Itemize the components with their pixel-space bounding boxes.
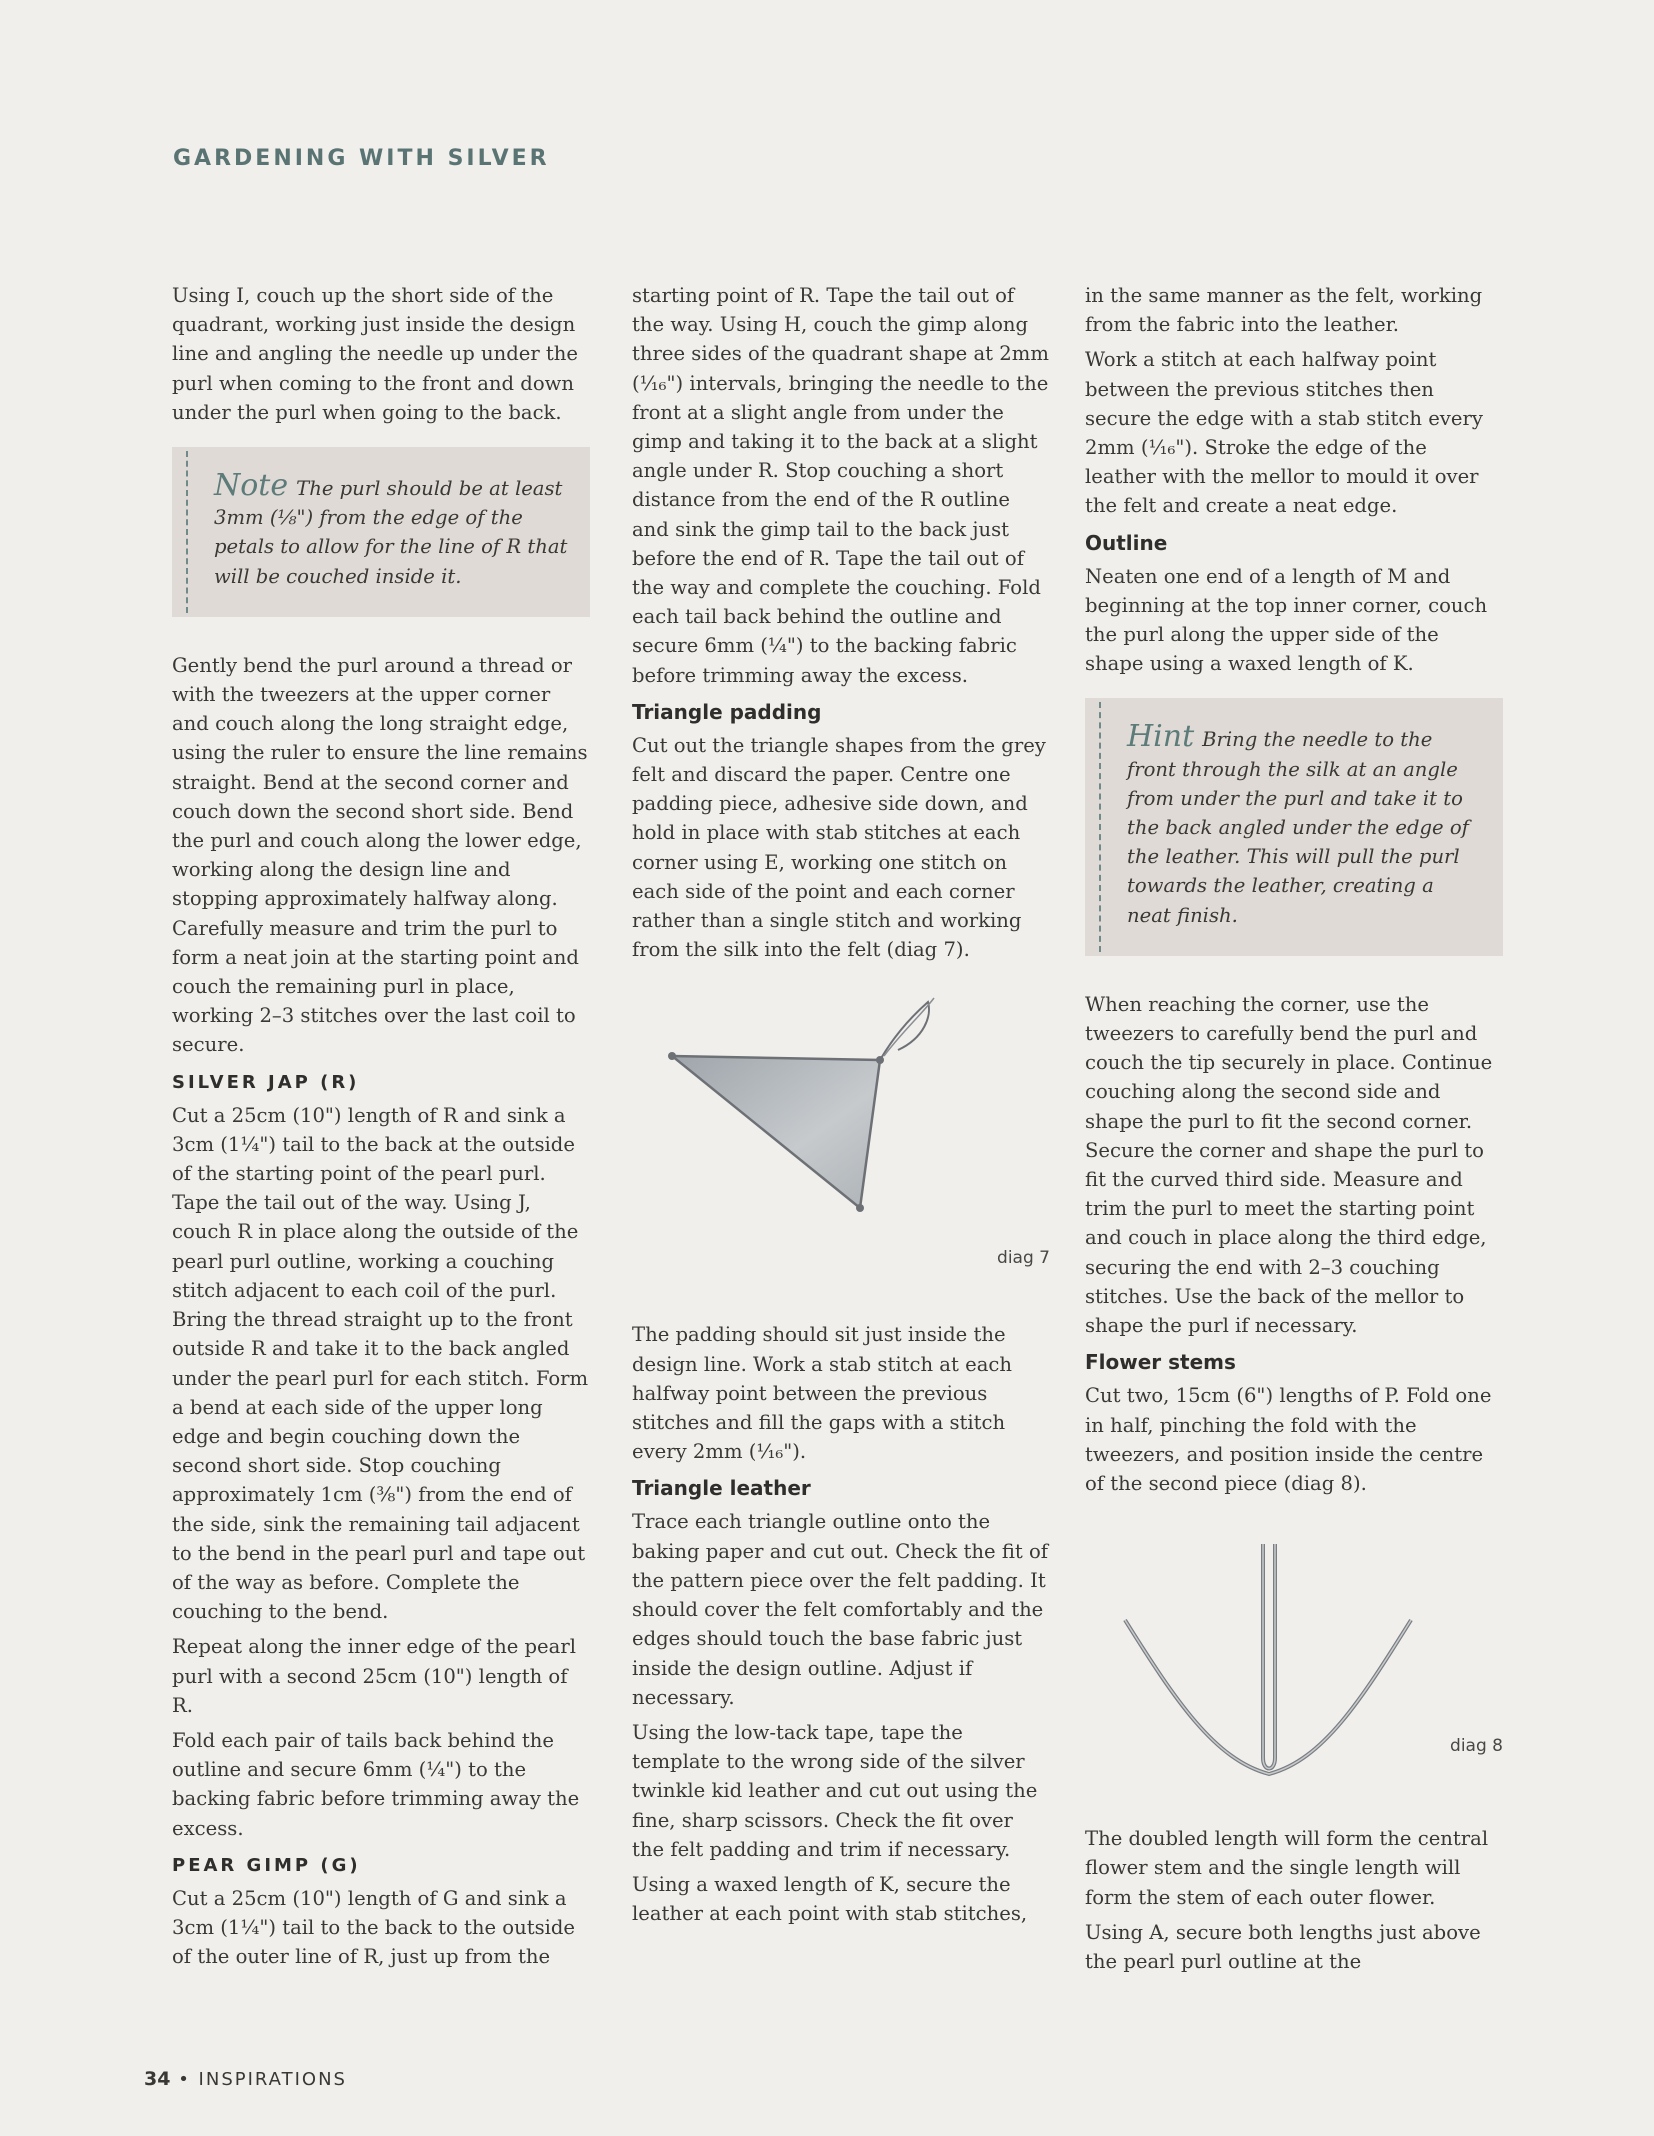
diagram-7	[632, 976, 1050, 1306]
heading-triangle-padding: Triangle padding	[632, 699, 822, 724]
paragraph: Using A, secure both lengths just above the pearl purl outline at the	[1085, 1920, 1481, 1973]
paragraph: Neaten one end of a length of M and beginning at the top inner corner, couch the purl along the upper side of the shape using a waxed length of K.	[1085, 564, 1488, 676]
hint-text: Bring the needle to the front through the silk at an angle from under the purl and take it to the back angled under the edge of the leather. This will pull the purl towards the leather, creating a neat finish.	[1127, 728, 1469, 927]
paragraph: The padding should sit just inside the design line. Work a stab stitch at each halfway point between the previous stitches and fill the gaps with a stitch every 2mm (¹⁄₁₆").	[632, 1323, 1012, 1464]
paragraph: Cut a 25cm (10") length of R and sink a 3cm (1¼") tail to the back at the outside of the starting point of the pearl purl. Tape the tail out of the way. Using J, couch R in place along the outside of the pearl purl outline, working a couching stitch adjacent to each coil of the purl. Bring the thread straight up to the front outside R and take it to the back angled under the pearl purl for each stitch. Form a bend at each side of the upper long edge and begin couching down the second short side. Stop couching approximately 1cm (⅜") from the end of the side, sink the remaining tail adjacent to the bend in the pearl purl and tape out of the way as before. Complete the couching to the bend.	[172, 1103, 589, 1624]
column-3	[1085, 281, 1503, 1982]
paragraph: Using the low-tack tape, tape the template to the wrong side of the silver twinkle kid leather and cut out using the fine, sharp scissors. Check the fit over the felt padding and trim if necessary.	[632, 1720, 1038, 1861]
paragraph: Using I, couch up the short side of the quadrant, working just inside the design line and angling the needle up under the purl when coming to the front and down under the purl when going to the back.	[172, 284, 579, 424]
heading-silver-jap: SILVER JAP (R)	[172, 1071, 360, 1093]
paragraph: Using a waxed length of K, secure the leather at each point with stab stitches,	[632, 1872, 1028, 1926]
running-title: GARDENING WITH SILVER	[173, 146, 550, 171]
hint-label: Hint	[1127, 719, 1195, 755]
paragraph: Gently bend the purl around a thread or with the tweezers at the upper corner and couch along the long straight edge, using the ruler to ensure the line remains straight. Bend at the second corner and couch down the second short side. Bend the purl and couch along the lower edge, working along the design line and stopping approximately halfway along. Carefully measure and trim the purl to form a neat join at the starting point and couch the remaining purl in place, working 2–3 stitches over the last coil to secure.	[172, 653, 588, 1057]
heading-triangle-leather: Triangle leather	[632, 1476, 811, 1501]
paragraph: The doubled length will form the central flower stem and the single length will form the stem of each outer flower.	[1085, 1827, 1489, 1909]
paragraph: Fold each pair of tails back behind the outline and secure 6mm (¼") to the backing fabric before trimming away the excess.	[172, 1728, 580, 1840]
paragraph: starting point of R. Tape the tail out of the way. Using H, couch the gimp along three sides of the quadrant shape at 2mm (¹⁄₁₆") intervals, bringing the needle to the front at a slight angle from under the gimp and taking it to the back at a slight angle under R. Stop couching a short distance from the end of the R outline and sink the gimp tail to the back just before the end of R. Tape the tail out of the way and complete the couching. Fold each tail back behind the outline and secure 6mm (¼") to the backing fabric before trimming away the excess.	[632, 284, 1049, 687]
page-footer	[144, 2068, 347, 2090]
heading-outline: Outline	[1085, 530, 1168, 555]
hint-box	[1085, 698, 1503, 955]
heading-flower-stems: Flower stems	[1085, 1350, 1236, 1375]
paragraph: When reaching the corner, use the tweezers to carefully bend the purl and couch the tip securely in place. Continue couching along the second side and shape the purl to fit the second corner. Secure the corner and shape the purl to fit the curved third side. Measure and trim the purl to meet the starting point and couch in place along the third edge, securing the end with 2–3 couching stitches. Use the back of the mellor to shape the purl if necessary.	[1085, 992, 1493, 1338]
paragraph: in the same manner as the felt, working from the fabric into the leather.	[1085, 284, 1483, 337]
paragraph: Repeat along the inner edge of the pearl purl with a second 25cm (10") length of R.	[172, 1635, 576, 1717]
paragraph: Work a stitch at each halfway point between the previous stitches then secure the edge with a stab stitch every 2mm (¹⁄₁₆"). Stroke the edge of the leather with the mellor to mould it over the felt and create a neat edge.	[1085, 348, 1483, 518]
heading-pear-gimp: PEAR GIMP (G)	[172, 1854, 361, 1876]
flower-stems-illustration	[1085, 1510, 1503, 1800]
page-number: 34	[144, 2068, 171, 2090]
note-box	[172, 447, 590, 617]
note-text: The purl should be at least 3mm (⅛") from the edge of the petals to allow for the line of R that will be couched inside it.	[214, 477, 568, 588]
column-2	[632, 281, 1050, 1934]
diag-8-caption: diag 8	[1450, 1736, 1503, 1757]
diag-7-caption: diag 7	[997, 1248, 1050, 1269]
note-label: Note	[214, 468, 289, 504]
paragraph: Cut two, 15cm (6") lengths of P. Fold one in half, pinching the fold with the tweezers, and position inside the centre of the second piece (diag 8).	[1085, 1384, 1492, 1495]
triangle-padding-illustration	[632, 976, 1050, 1296]
footer-separator: •	[178, 2069, 191, 2090]
paragraph: Cut out the triangle shapes from the grey felt and discard the paper. Centre one padding piece, adhesive side down, and hold in place with stab stitches at each corner using E, working one stitch on each side of the point and each corner rather than a single stitch and working from the silk into the felt (diag 7).	[632, 733, 1046, 962]
column-1	[172, 281, 590, 1977]
paragraph: Trace each triangle outline onto the baking paper and cut out. Check the fit of the pattern piece over the felt padding. It should cover the felt comfortably and the edges should touch the base fabric just inside the design outline. Adjust if necessary.	[632, 1510, 1049, 1709]
magazine-name: INSPIRATIONS	[198, 2069, 347, 2090]
diagram-8	[1085, 1510, 1503, 1810]
paragraph: Cut a 25cm (10") length of G and sink a 3cm (1¼") tail to the back to the outside of the outer line of R, just up from the	[172, 1886, 576, 1969]
